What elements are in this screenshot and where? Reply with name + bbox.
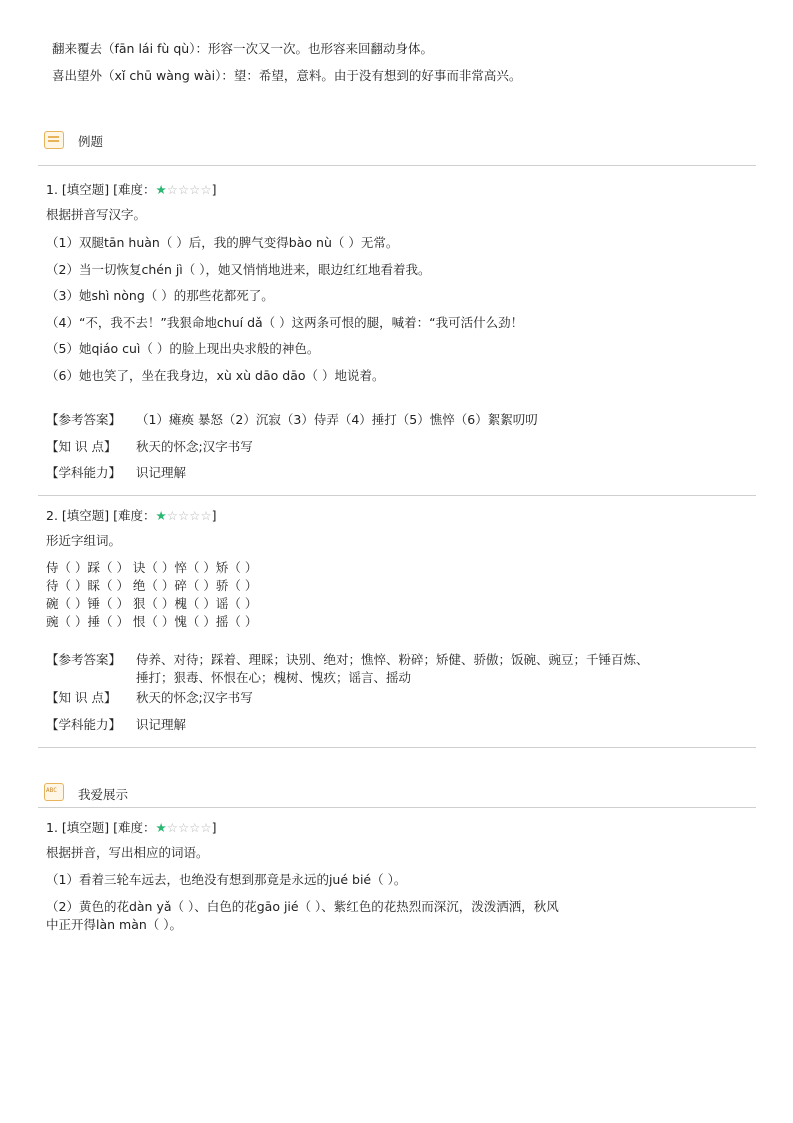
divider: [38, 495, 756, 496]
section-title-showcase: 我爱展示: [78, 787, 129, 802]
question-type: 2. [填空题] [难度：: [46, 508, 156, 523]
answer-text: 侍养、对待；踩着、理睬；诀别、绝对；憔悴、粉碎；矫健、骄傲；饭碗、豌豆；千锤百炼、: [136, 652, 649, 667]
ability-text: 识记理解: [136, 717, 187, 732]
question-type: 1. [填空题] [难度：: [46, 182, 156, 197]
ability-text: 识记理解: [136, 465, 187, 480]
question-type: 1. [填空题] [难度：: [46, 820, 156, 835]
word-row: 侍（ ）踩（ ） 诀（ ）悴（ ）矫（ ）: [46, 560, 258, 575]
question-item: （2）当一切恢复chén jì（ ），她又悄悄地进来，眼边红红地看着我。: [46, 262, 431, 277]
divider: [38, 165, 756, 166]
question-item: （1）双腿tān huàn（ ）后，我的脾气变得bào nù（ ）无常。: [46, 235, 399, 250]
question-3-header: 1. [填空题] [难度：★☆☆☆☆]: [46, 820, 217, 835]
word-row: 豌（ ）捶（ ） 恨（ ）愧（ ）摇（ ）: [46, 614, 258, 629]
ability-row: [46, 717, 186, 733]
difficulty-star-filled: ★: [155, 820, 167, 835]
answer-text: （1）瘫痪 暴怒（2）沉寂（3）侍弄（4）捶打（5）憔悴（6）絮絮叨叨: [136, 412, 538, 427]
question-item-continued: 中正开得làn màn（ ）。: [46, 917, 183, 932]
answer-row: [46, 412, 538, 428]
question-prompt: 根据拼音，写出相应的词语。: [46, 845, 209, 860]
knowledge-point-text: 秋天的怀念;汉字书写: [136, 439, 253, 454]
ability-label: 【学科能力】: [46, 465, 122, 480]
intro-line-1: 翻来覆去（fān lái fù qù）：形容一次又一次。也形容来回翻动身体。: [52, 41, 433, 56]
difficulty-star-empty: ☆☆☆☆: [166, 508, 212, 523]
difficulty-star-filled: ★: [155, 182, 167, 197]
knowledge-point-label: 【知 识 点】: [46, 690, 117, 705]
ability-label: 【学科能力】: [46, 717, 122, 732]
question-item: （3）她shì nòng（ ）的那些花都死了。: [46, 288, 274, 303]
difficulty-star-empty: ☆☆☆☆: [166, 182, 212, 197]
question-prompt: 根据拼音写汉字。: [46, 207, 147, 222]
question-item: （5）她qiáo cuì（ ）的脸上现出央求般的神色。: [46, 341, 320, 356]
question-item: （1）看着三轮车远去，也绝没有想到那竟是永远的jué bié（ ）。: [46, 872, 407, 887]
question-item: （4）“不，我不去！”我狠命地chuí dǎ（ ）这两条可恨的腿，喊着：“我可活什么劲！: [46, 315, 524, 330]
knowledge-point-text: 秋天的怀念;汉字书写: [136, 690, 253, 705]
divider: [38, 807, 756, 808]
answer-text-continued: 捶打；狠毒、怀恨在心；槐树、愧疚；谣言、摇动: [136, 670, 412, 685]
question-1-header: 1. [填空题] [难度：★☆☆☆☆]: [46, 182, 217, 197]
intro-line-2: 喜出望外（xǐ chū wàng wài）：望：希望，意料。由于没有想到的好事而非常高兴。: [52, 68, 522, 83]
word-row: 待（ ）睬（ ） 绝（ ）碎（ ）骄（ ）: [46, 578, 258, 593]
question-prompt: 形近字组词。: [46, 533, 122, 548]
question-item: （6）她也笑了，坐在我身边，xù xù dāo dāo（ ）地说着。: [46, 368, 385, 383]
divider: [38, 747, 756, 748]
knowledge-point-row: [46, 690, 253, 706]
book-icon: [44, 131, 64, 149]
section-title-examples: 例题: [78, 134, 104, 149]
abc-board-icon: ABC: [44, 783, 64, 801]
question-2-header: 2. [填空题] [难度：★☆☆☆☆]: [46, 508, 217, 523]
difficulty-star-empty: ☆☆☆☆: [166, 820, 212, 835]
difficulty-star-filled: ★: [155, 508, 167, 523]
answer-label: 【参考答案】: [46, 412, 122, 427]
answer-label: 【参考答案】: [46, 652, 122, 667]
knowledge-point-label: 【知 识 点】: [46, 439, 117, 454]
question-item: （2）黄色的花dàn yǎ（ ）、白色的花gāo jié（ ）、紫红色的花热烈而深沉，泼泼洒洒，秋风: [46, 899, 559, 914]
ability-row: [46, 465, 186, 481]
knowledge-point-row: [46, 439, 253, 455]
word-row: 碗（ ）锤（ ） 狠（ ）槐（ ）谣（ ）: [46, 596, 258, 611]
answer-row: [46, 652, 649, 668]
